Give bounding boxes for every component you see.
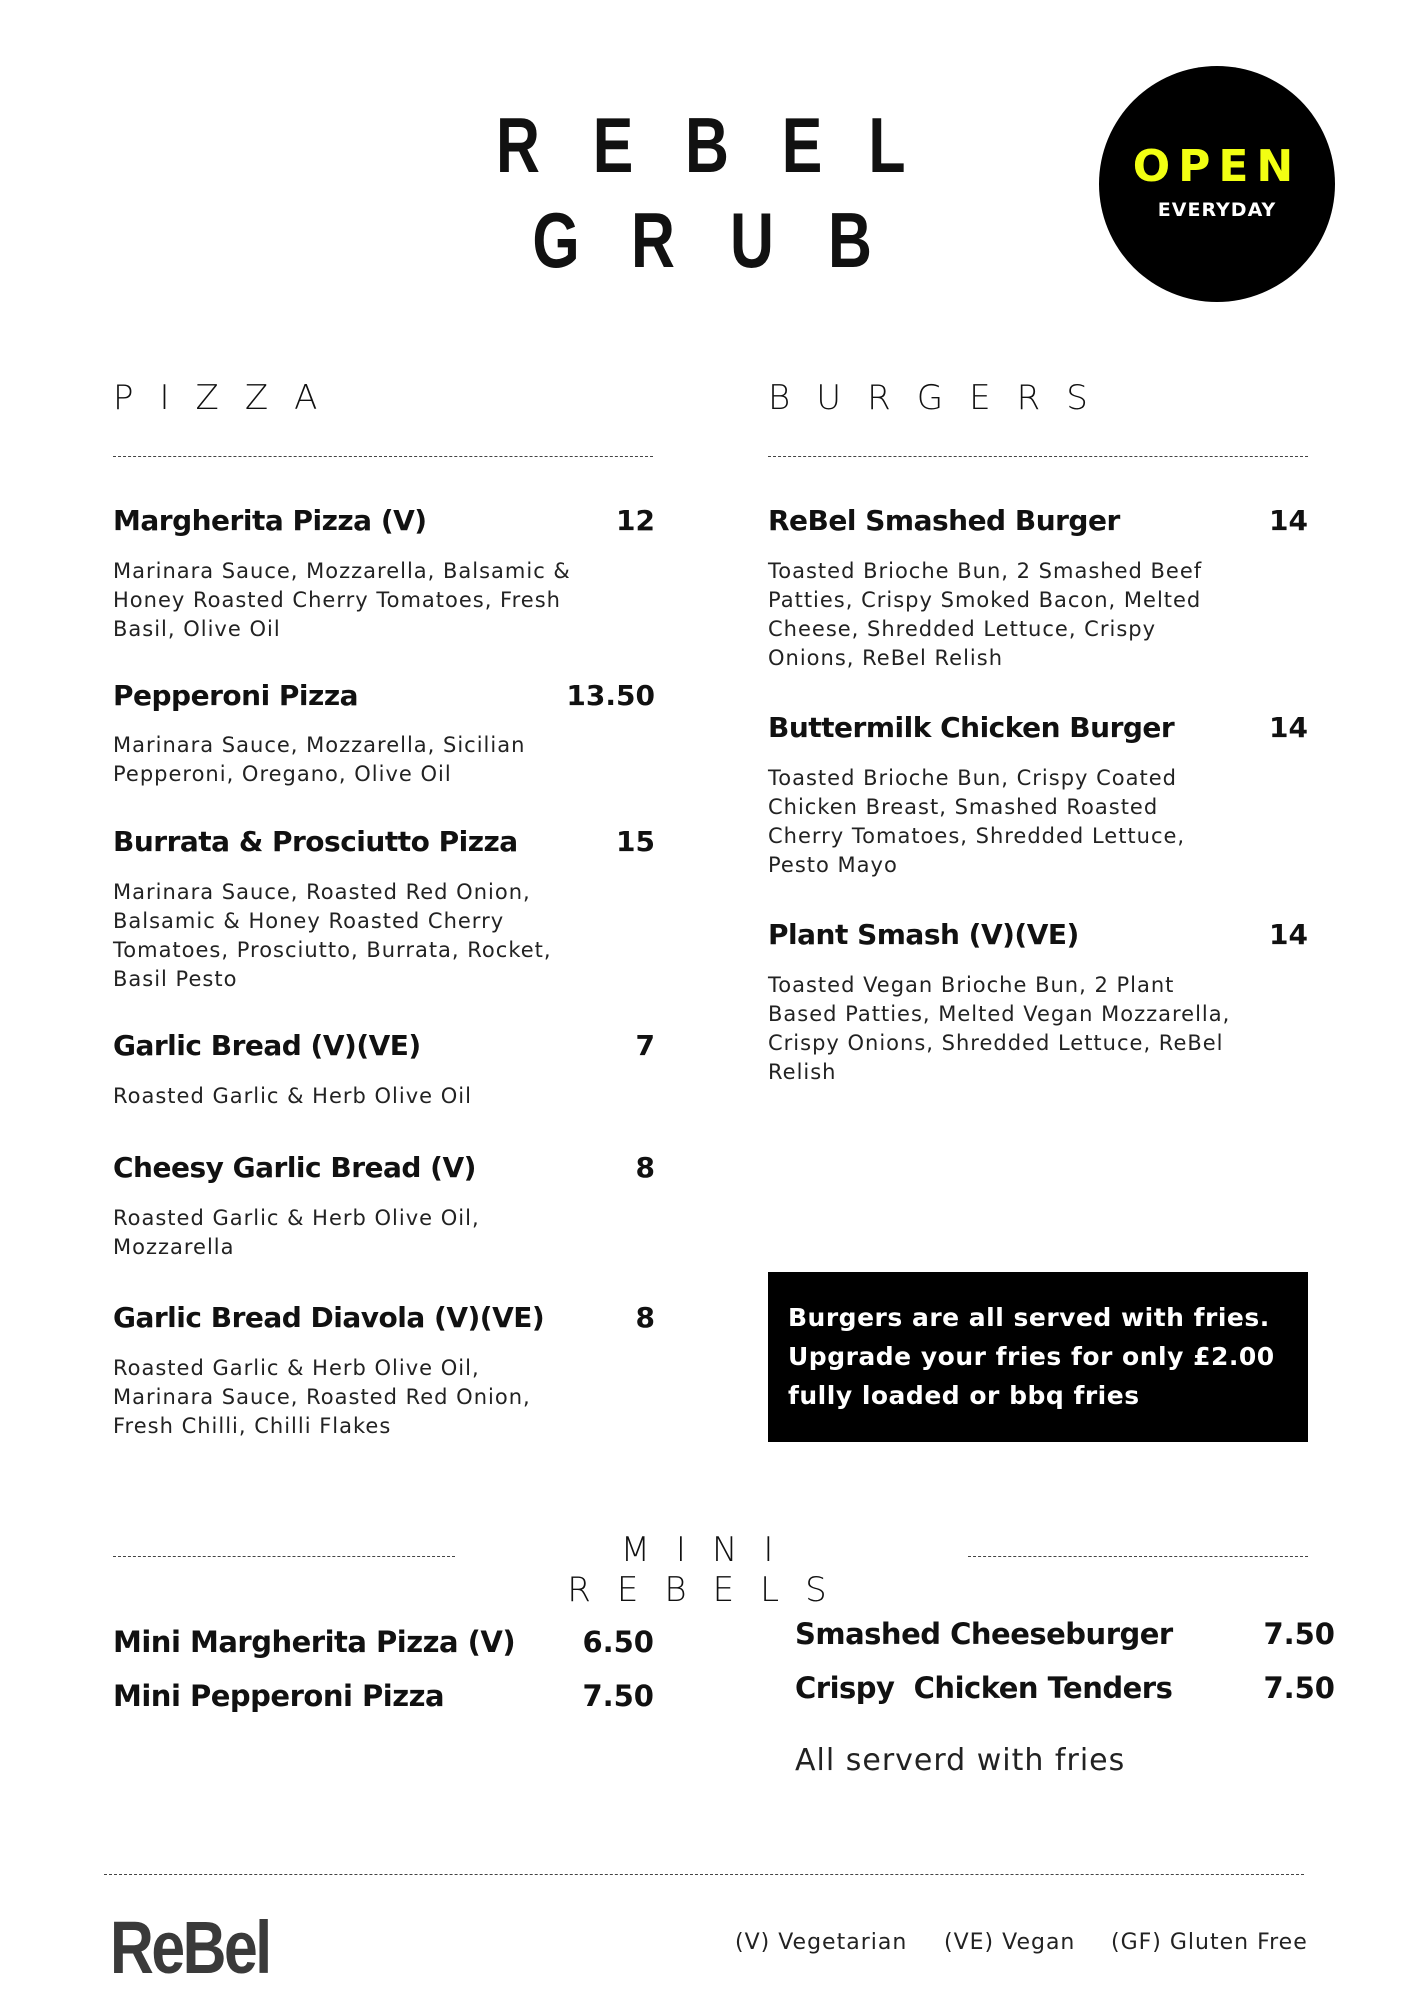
open-label: OPEN	[1132, 141, 1302, 192]
menu-item-price: 14	[1269, 504, 1308, 537]
menu-item-price: 14	[1269, 711, 1308, 744]
mini-item-price: 7.50	[582, 1679, 654, 1713]
desc-line: Cherry Tomatoes, Shredded Lettuce,	[768, 824, 1186, 848]
mini-fries-note: All serverd with fries	[795, 1743, 1126, 1778]
menu-item-description	[113, 878, 552, 994]
desc-line: Chicken Breast, Smashed Roasted	[768, 795, 1159, 819]
title-letter: U	[730, 196, 774, 284]
desc-line: Patties, Crispy Smoked Bacon, Melted	[768, 588, 1202, 612]
menu-item-name: Buttermilk Chicken Burger	[768, 711, 1175, 744]
desc-line: Based Patties, Melted Vegan Mozzarella,	[768, 1002, 1231, 1026]
mini-item-price: 7.50	[1263, 1671, 1335, 1705]
desc-line: Toasted Brioche Bun, 2 Smashed Beef	[768, 559, 1203, 583]
pizza-heading: PIZZA	[113, 378, 344, 418]
divider	[768, 456, 1308, 457]
menu-item-name: Pepperoni Pizza	[113, 679, 359, 712]
mini-item-name: Crispy Chicken Tenders	[795, 1671, 1173, 1705]
menu-item-description	[113, 1354, 531, 1441]
menu-item-name: Plant Smash (V)(VE)	[768, 918, 1079, 951]
desc-line: Pesto Mayo	[768, 853, 898, 877]
mini-item-name: Smashed Cheeseburger	[795, 1617, 1173, 1651]
mini-item-price: 6.50	[582, 1625, 654, 1659]
title-letter: G	[532, 196, 580, 284]
menu-item-name: Garlic Bread Diavola (V)(VE)	[113, 1301, 545, 1334]
open-badge	[1099, 66, 1335, 302]
desc-line: Cheese, Shredded Lettuce, Crispy	[768, 617, 1157, 641]
rebel-logo: ReBel	[110, 1906, 270, 1989]
menu-item-description	[113, 1082, 472, 1111]
menu-item-description	[768, 971, 1230, 1087]
desc-line: Marinara Sauce, Roasted Red Onion,	[113, 1385, 531, 1409]
menu-item-price: 15	[616, 825, 655, 858]
menu-item-price: 7	[635, 1029, 655, 1062]
divider	[113, 1556, 455, 1557]
promo-line: fully loaded or bbq fries	[788, 1381, 1140, 1410]
desc-line: Marinara Sauce, Roasted Red Onion,	[113, 880, 531, 904]
menu-item-description	[768, 764, 1185, 880]
desc-line: Roasted Garlic & Herb Olive Oil,	[113, 1356, 480, 1380]
title-letter: R	[496, 101, 540, 189]
menu-item-name: Burrata & Prosciutto Pizza	[113, 825, 518, 858]
menu-item-price: 8	[635, 1151, 655, 1184]
desc-line: Tomatoes, Prosciutto, Burrata, Rocket,	[113, 938, 552, 962]
divider	[968, 1556, 1308, 1557]
footer-divider	[104, 1874, 1304, 1875]
desc-line: Roasted Garlic & Herb Olive Oil	[113, 1084, 472, 1108]
desc-line: Marinara Sauce, Mozzarella, Sicilian	[113, 733, 526, 757]
desc-line: Relish	[768, 1060, 837, 1084]
title-letter: L	[868, 101, 906, 189]
mini-item-price: 7.50	[1263, 1617, 1335, 1651]
legend-gluten-free: (GF) Gluten Free	[1111, 1930, 1308, 1955]
divider	[113, 456, 653, 457]
desc-line: Basil, Olive Oil	[113, 617, 281, 641]
desc-line: Fresh Chilli, Chilli Flakes	[113, 1414, 392, 1438]
desc-line: Toasted Vegan Brioche Bun, 2 Plant	[768, 973, 1175, 997]
title-letter: B	[685, 101, 729, 189]
menu-item-price: 14	[1269, 918, 1308, 951]
menu-item-name: ReBel Smashed Burger	[768, 504, 1120, 537]
desc-line: Balsamic & Honey Roasted Cherry	[113, 909, 505, 933]
desc-line: Honey Roasted Cherry Tomatoes, Fresh	[113, 588, 561, 612]
menu-item-description	[768, 557, 1202, 673]
desc-line: Basil Pesto	[113, 967, 238, 991]
desc-line: Pepperoni, Oregano, Olive Oil	[113, 762, 452, 786]
title-letter: E	[592, 101, 634, 189]
burgers-heading: BURGERS	[768, 378, 1114, 418]
desc-line: Mozzarella	[113, 1235, 235, 1259]
promo-line: Upgrade your fries for only £2.00	[788, 1342, 1275, 1371]
menu-item-name: Garlic Bread (V)(VE)	[113, 1029, 421, 1062]
title-letter: E	[781, 101, 823, 189]
desc-line: Roasted Garlic & Herb Olive Oil,	[113, 1206, 480, 1230]
title-letter: B	[828, 196, 872, 284]
promo-line: Burgers are all served with fries.	[788, 1303, 1270, 1332]
mini-item-name: Mini Margherita Pizza (V)	[113, 1625, 516, 1659]
menu-item-description	[113, 1204, 480, 1262]
legend-vegetarian: (V) Vegetarian	[735, 1930, 908, 1955]
desc-line: Crispy Onions, Shredded Lettuce, ReBel	[768, 1031, 1224, 1055]
desc-line: Marinara Sauce, Mozzarella, Balsamic &	[113, 559, 571, 583]
desc-line: Onions, ReBel Relish	[768, 646, 1004, 670]
mini-rebels-heading: MINI REBELS	[460, 1530, 960, 1610]
desc-line: Toasted Brioche Bun, Crispy Coated	[768, 766, 1177, 790]
menu-item-name: Cheesy Garlic Bread (V)	[113, 1151, 476, 1184]
title-letter: R	[631, 196, 675, 284]
legend-vegan: (VE) Vegan	[944, 1930, 1076, 1955]
fries-promo-box	[768, 1272, 1308, 1442]
menu-item-description	[113, 731, 525, 789]
menu-item-name: Margherita Pizza (V)	[113, 504, 427, 537]
mini-item-name: Mini Pepperoni Pizza	[113, 1679, 445, 1713]
menu-item-price: 13.50	[566, 679, 655, 712]
menu-item-price: 8	[635, 1301, 655, 1334]
menu-item-description	[113, 557, 571, 644]
everyday-label: EVERYDAY	[1157, 199, 1277, 221]
menu-item-price: 12	[616, 504, 655, 537]
